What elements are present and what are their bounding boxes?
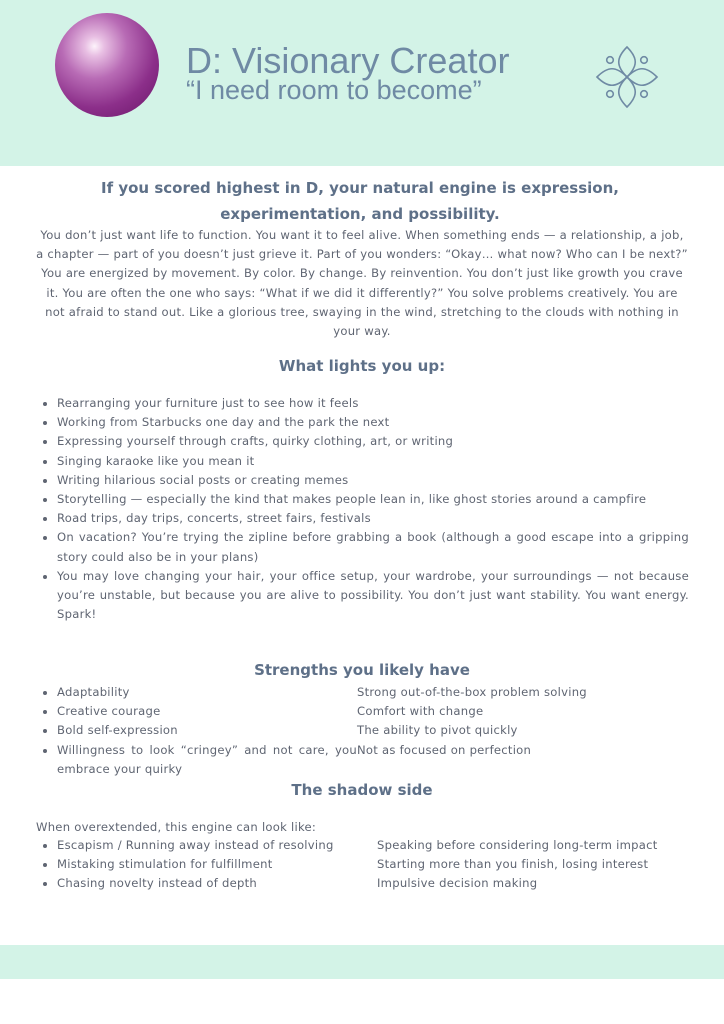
shadow-list-left: [39, 836, 379, 894]
list-item-text: Comfort with change: [357, 704, 484, 719]
list-item-text: Willingness to look “cringey” and not care, you embrace your quirky: [57, 742, 357, 776]
list-item-text: Chasing novelty instead of depth: [57, 876, 257, 891]
intro-paragraph: You don’t just want life to function. You want it to feel alive. When something ends — a relationship, a job, a chapter — part of you doesn’t just grieve it. Part of you wonders: “Okay… what now? Who can I be next?” You are energized by movement. By color. By change. By reinvention. You don’t just like growth you crave it. You are often the one who says: “What if we did it differently?” You solve problems creatively. You are not afraid to stand out. Like a glorious tree, swaying in the wind, stretching to the clouds with nothing in your way.: [36, 228, 688, 339]
lights-list: [39, 394, 689, 624]
list-item-text: The ability to pivot quickly: [357, 723, 518, 738]
strengths-list-left: [39, 683, 357, 779]
header-band: [0, 0, 724, 166]
list-item: [39, 394, 689, 413]
list-item-text: Creative courage: [57, 704, 161, 719]
list-item: [357, 683, 697, 702]
list-item: [39, 721, 357, 740]
page-title: D: Visionary Creator: [186, 40, 510, 81]
list-item: [39, 855, 379, 874]
list-item: [39, 471, 689, 490]
ornament-dot: [607, 57, 614, 64]
list-item-text: Working from Starbucks one day and the park the next: [57, 415, 390, 430]
intro-heading: If you scored highest in D, your natural engine is expression, experimentation, and possibility.: [101, 179, 619, 223]
footer-band: [0, 945, 724, 979]
bullet-dot: [43, 421, 47, 425]
shadow-intro: When overextended, this engine can look like:: [36, 820, 317, 834]
bullet-dot: [43, 575, 47, 579]
list-item-text: Writing hilarious social posts or creating memes: [57, 472, 349, 487]
list-item: [39, 432, 689, 451]
bullet-dot: [43, 440, 47, 444]
list-item-text: Expressing yourself through crafts, quirky clothing, art, or writing: [57, 434, 454, 449]
list-item-text: Mistaking stimulation for fulfillment: [57, 857, 273, 872]
list-item-text: Escapism / Running away instead of resolving: [57, 838, 334, 852]
bullet-dot: [43, 710, 47, 714]
list-item-text: Starting more than you finish, losing interest: [377, 857, 649, 872]
bullet-dot: [43, 844, 47, 848]
list-item: [39, 452, 689, 471]
list-item-text: Speaking before considering long-term impact: [377, 838, 658, 852]
bullet-dot: [43, 460, 47, 464]
bullet-dot: [43, 498, 47, 502]
list-item-text: Bold self-expression: [57, 723, 178, 738]
list-item: [39, 836, 379, 855]
list-item: [39, 567, 689, 625]
bullet-dot: [43, 536, 47, 540]
shadow-list-right: [377, 836, 707, 894]
list-item-text: You may love changing your hair, your office setup, your wardrobe, your surroundings — not because you’re unstable, but because you are alive to possibility. You don’t just want stability. You want energy. Spark!: [57, 568, 689, 622]
ornament-dot: [641, 57, 648, 64]
list-item: [357, 702, 697, 721]
bullet-dot: [43, 517, 47, 521]
list-item-text: On vacation? You’re trying the zipline before grabbing a book (although a good escape into a gripping story could also be in your plans): [57, 530, 689, 564]
bullet-dot: [43, 691, 47, 695]
list-item: [39, 683, 357, 702]
list-item-text: Storytelling — especially the kind that makes people lean in, like ghost stories around a campfire: [57, 492, 647, 507]
list-item: [377, 836, 707, 855]
list-item-text: Strong out-of-the-box problem solving: [357, 685, 587, 699]
bullet-dot: [43, 402, 47, 406]
list-item: [39, 509, 689, 528]
strengths-list-right: [357, 683, 697, 760]
lights-heading: What lights you up:: [278, 357, 446, 375]
strengths-heading: Strengths you likely have: [254, 661, 470, 679]
page-subtitle: “I need room to become”: [186, 75, 482, 105]
list-item-text: Impulsive decision making: [377, 876, 538, 891]
bullet-dot: [43, 863, 47, 867]
list-item: [39, 490, 689, 509]
list-item-text: Adaptability: [57, 685, 130, 699]
list-item-text: Rearranging your furniture just to see how it feels: [57, 396, 359, 410]
ornament-dot: [641, 91, 648, 98]
list-item-text: Singing karaoke like you mean it: [57, 453, 255, 468]
list-item: [357, 721, 697, 740]
purple-sphere-graphic: [55, 13, 159, 117]
bullet-dot: [43, 749, 47, 753]
list-item: [39, 702, 357, 721]
bullet-dot: [43, 882, 47, 886]
list-item: [39, 413, 689, 432]
shadow-heading: The shadow side: [291, 781, 433, 799]
list-item-text: Not as focused on perfection: [357, 742, 532, 757]
list-item-text: Road trips, day trips, concerts, street fairs, festivals: [57, 511, 371, 526]
list-item: [39, 528, 689, 566]
list-item: [377, 874, 707, 893]
list-item: [377, 855, 707, 874]
ornament-dot: [607, 91, 614, 98]
bullet-dot: [43, 479, 47, 483]
bullet-dot: [43, 729, 47, 733]
list-item: [39, 874, 379, 893]
floral-ornament-icon: [594, 44, 660, 110]
list-item: [39, 741, 357, 779]
list-item: [357, 741, 697, 760]
